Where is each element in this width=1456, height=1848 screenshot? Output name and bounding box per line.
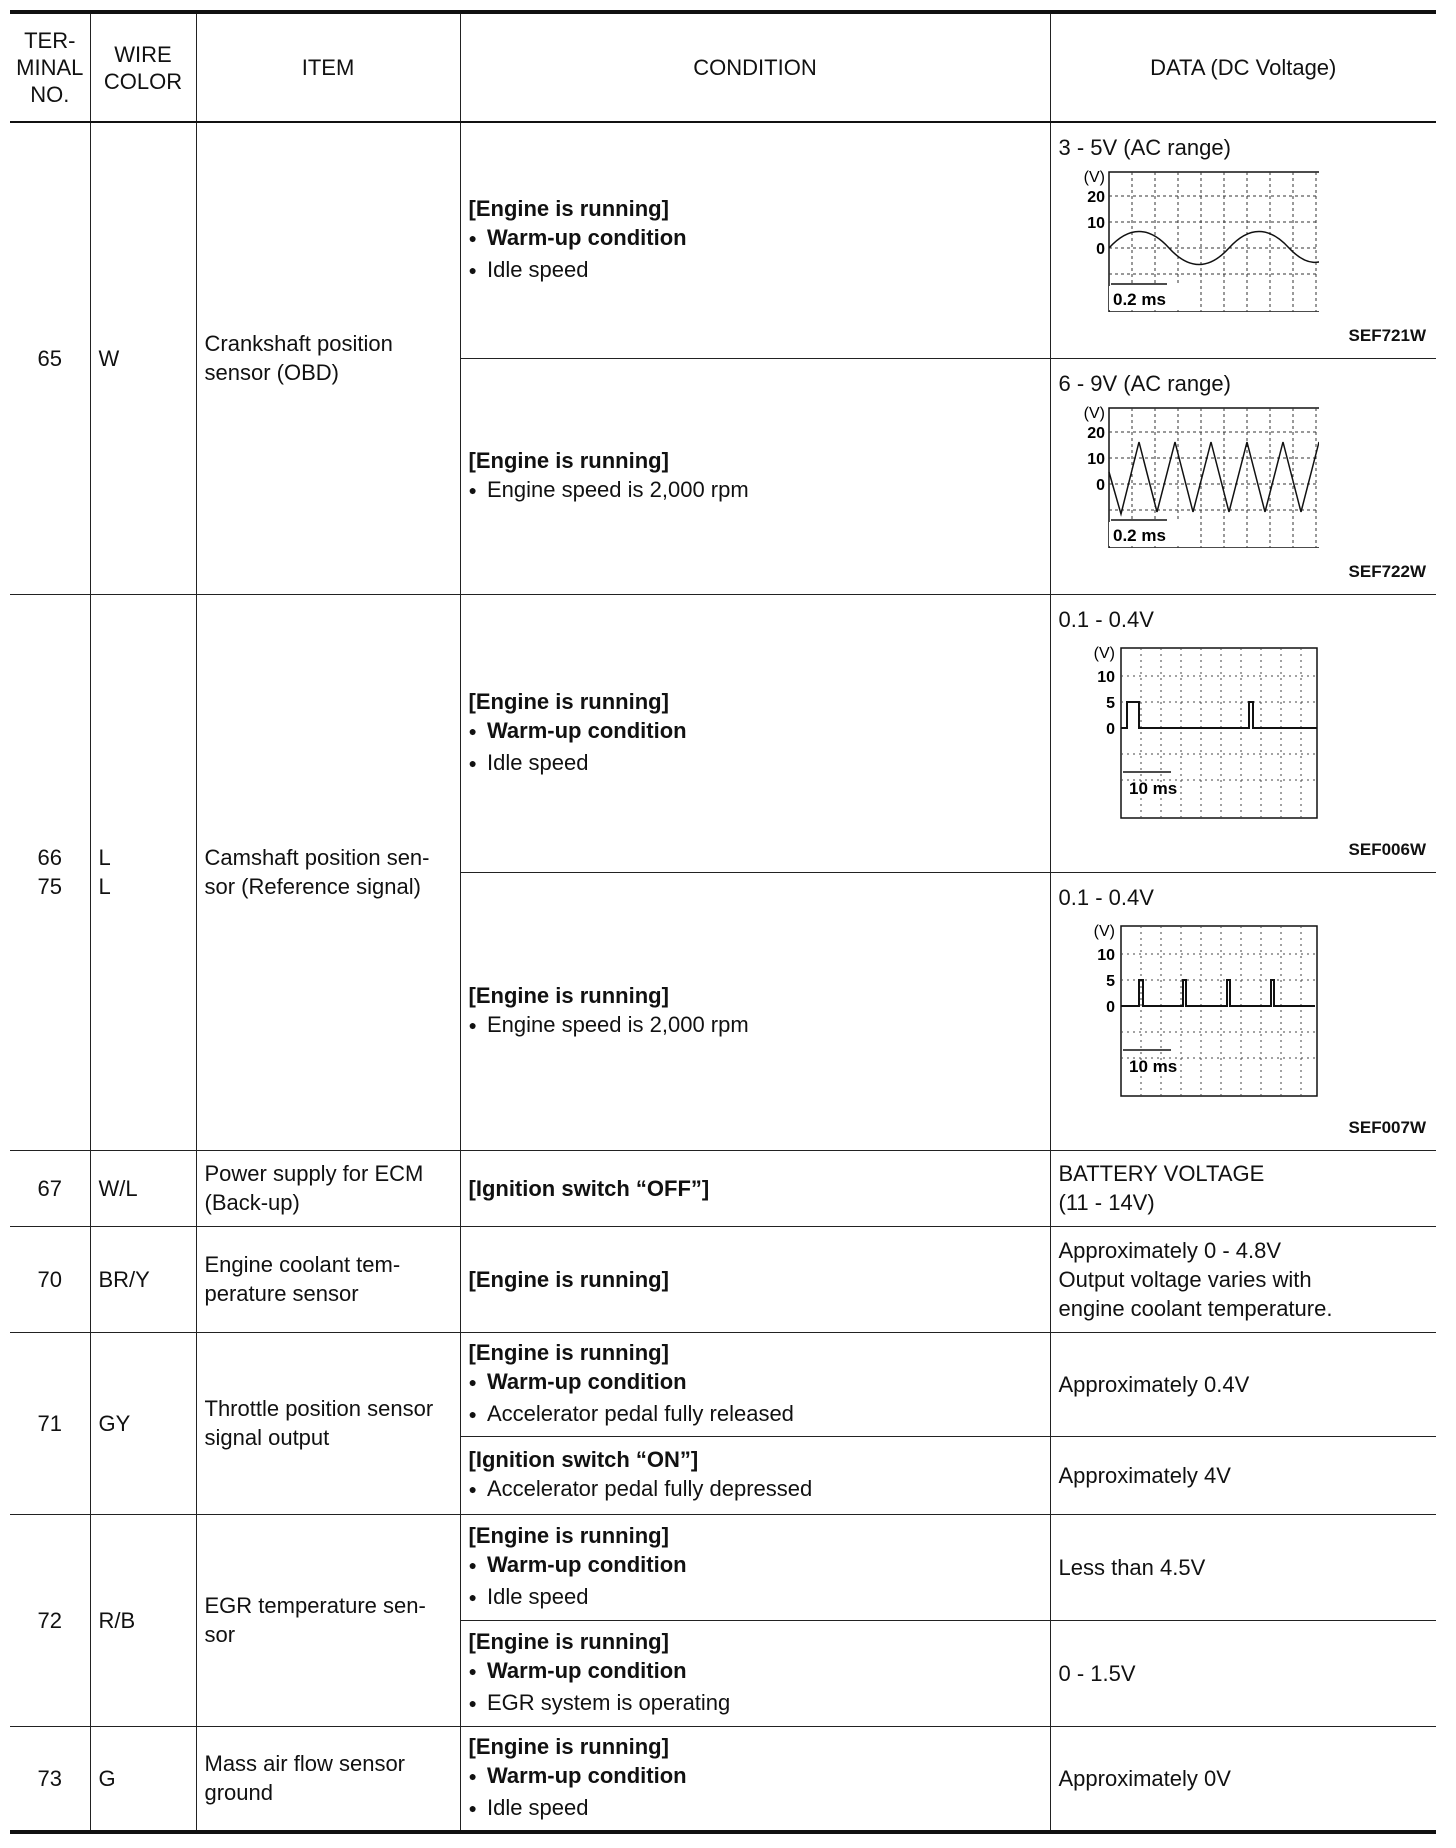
table-row: [10, 1332, 1436, 1436]
condition-bullet: ● Idle speed: [469, 1793, 1042, 1825]
scope-y-label: 10: [1086, 450, 1105, 468]
condition: [460, 122, 1050, 358]
wire-color-75: L: [98, 874, 111, 899]
scope-y-label: 0: [1105, 998, 1115, 1016]
condition-bullet: ● Engine speed is 2,000 rpm: [469, 475, 1042, 507]
scope-waveform: [1109, 442, 1319, 514]
condition-head: [Engine is running]: [468, 447, 669, 473]
header-item: ITEM: [196, 12, 460, 122]
condition-bullet: ● EGR system is operating: [469, 1688, 1042, 1720]
condition: [460, 594, 1050, 872]
header-data: DATA (DC Voltage): [1050, 12, 1436, 122]
header-wire-color: WIRE COLOR: [90, 12, 196, 122]
data-value: 3 - 5V (AC range): [1058, 135, 1231, 160]
condition-head: [Engine is running]: [468, 982, 669, 1008]
scope-y-label: 0: [1105, 720, 1115, 738]
scope-y-label: (V): [1083, 169, 1105, 186]
condition-bullet: ● Accelerator pedal fully released: [469, 1399, 1042, 1431]
condition-bullet: ● Engine speed is 2,000 rpm: [469, 1010, 1042, 1042]
scope-y-label: 0: [1095, 476, 1105, 494]
wire-color: [90, 594, 196, 1150]
oscilloscope-figure: [1059, 402, 1319, 548]
condition: [460, 1620, 1050, 1726]
scope-y-label: (V): [1093, 644, 1115, 662]
condition: [460, 1514, 1050, 1620]
condition-head: [Engine is running]: [468, 1733, 669, 1759]
oscilloscope-figure: [1059, 920, 1321, 1098]
condition-head: [Engine is running]: [468, 1628, 669, 1654]
figure-code: SEF007W: [1348, 1117, 1426, 1137]
condition-head: [Engine is running]: [468, 195, 669, 221]
item: Mass air flow sensor ground: [196, 1726, 460, 1832]
table-row: [10, 1514, 1436, 1620]
scope-y-label: 0: [1095, 241, 1105, 258]
data-value: 0.1 - 0.4V: [1058, 606, 1154, 632]
scope-y-label: 20: [1086, 424, 1105, 442]
data-cell: [1050, 872, 1436, 1150]
wire-color: G: [90, 1726, 196, 1832]
condition-bullet: Warm-up condition: [486, 1762, 687, 1788]
header-row: [10, 12, 1436, 122]
wire-color: W/L: [90, 1150, 196, 1226]
table-row: [10, 1226, 1436, 1332]
condition-bullet: Warm-up condition: [486, 1657, 687, 1683]
condition-head: [Engine is running]: [468, 1339, 669, 1365]
data-value: BATTERY VOLTAGE (11 - 14V): [1050, 1150, 1436, 1226]
table-row: [10, 122, 1436, 358]
data-value: Less than 4.5V: [1050, 1514, 1436, 1620]
item: Crankshaft position sensor (OBD): [196, 122, 460, 594]
item: Power supply for ECM (Back-up): [196, 1150, 460, 1226]
data-value: Approximately 0.4V: [1050, 1332, 1436, 1436]
scope-y-label: 20: [1086, 189, 1105, 206]
scope-y-label: (V): [1083, 404, 1105, 422]
terminal-no: 71: [10, 1332, 90, 1514]
condition-head: [Engine is running]: [468, 688, 669, 714]
condition: [460, 1436, 1050, 1514]
data-cell: [1050, 122, 1436, 358]
wire-color-66: L: [98, 845, 111, 870]
condition-bullet: Warm-up condition: [486, 1368, 687, 1394]
data-value: 0.1 - 0.4V: [1058, 884, 1154, 910]
scope-y-label: 10: [1096, 946, 1115, 964]
scope-y-label: (V): [1093, 922, 1115, 940]
condition-bullet: ● Accelerator pedal fully depressed: [469, 1474, 1042, 1506]
condition-bullet: Warm-up condition: [486, 717, 687, 743]
data-value: Approximately 4V: [1050, 1436, 1436, 1514]
table-row: [10, 1150, 1436, 1226]
condition: [460, 872, 1050, 1150]
scope-time-label: 0.2 ms: [1112, 290, 1166, 309]
item: Camshaft position sen- sor (Reference signal): [196, 594, 460, 1150]
item: EGR temperature sen- sor: [196, 1514, 460, 1726]
terminal-no: 72: [10, 1514, 90, 1726]
data-cell: [1050, 594, 1436, 872]
data-value: Approximately 0V: [1050, 1726, 1436, 1832]
scope-time-label: 10 ms: [1128, 1056, 1177, 1076]
figure-code: SEF006W: [1348, 839, 1426, 859]
condition: [460, 1150, 1050, 1226]
condition-head: [Engine is running]: [468, 1522, 669, 1548]
condition-bullet: ● Idle speed: [469, 748, 1042, 780]
scope-waveform: [1121, 702, 1317, 728]
data-value: 0 - 1.5V: [1050, 1620, 1436, 1726]
data-value: Approximately 0 - 4.8V Output voltage varies with engine coolant temperature.: [1050, 1226, 1436, 1332]
wire-color: W: [90, 122, 196, 594]
terminal-no-75: 75: [37, 874, 62, 899]
scope-y-label: 10: [1096, 668, 1115, 686]
scope-y-label: 5: [1105, 972, 1115, 990]
data-value: 6 - 9V (AC range): [1058, 370, 1231, 396]
table-row: [10, 594, 1436, 872]
figure-code: SEF722W: [1348, 561, 1426, 581]
terminal-no: 67: [10, 1150, 90, 1226]
terminal-no-66: 66: [37, 845, 62, 870]
condition: [460, 1726, 1050, 1832]
scope-y-label: 10: [1086, 215, 1105, 232]
data-cell: [1050, 358, 1436, 594]
wire-color: BR/Y: [90, 1226, 196, 1332]
scope-waveform: [1121, 980, 1315, 1006]
condition-bullet: Warm-up condition: [486, 1551, 687, 1577]
figure-code: SEF721W: [1348, 325, 1426, 345]
table-row: [10, 1726, 1436, 1832]
terminal-no: 70: [10, 1226, 90, 1332]
condition: [460, 1226, 1050, 1332]
wire-color: R/B: [90, 1514, 196, 1726]
scope-y-label: 5: [1105, 694, 1115, 712]
condition-head: [Ignition switch “OFF”]: [468, 1175, 710, 1201]
oscilloscope-figure: [1059, 166, 1319, 312]
condition-bullet: ● Idle speed: [469, 255, 1042, 287]
condition: [460, 1332, 1050, 1436]
header-terminal: TER- MINAL NO.: [10, 12, 90, 122]
condition-head: [Ignition switch “ON”]: [468, 1446, 699, 1472]
ecm-terminal-table: [10, 10, 1436, 1834]
terminal-no: [10, 594, 90, 1150]
terminal-no: 73: [10, 1726, 90, 1832]
terminal-no: 65: [10, 122, 90, 594]
scope-time-label: 10 ms: [1128, 778, 1177, 798]
oscilloscope-figure: [1059, 642, 1321, 820]
scope-time-label: 0.2 ms: [1112, 525, 1166, 545]
header-condition: CONDITION: [460, 12, 1050, 122]
item: Throttle position sensor signal output: [196, 1332, 460, 1514]
wire-color: GY: [90, 1332, 196, 1514]
item: Engine coolant tem- perature sensor: [196, 1226, 460, 1332]
condition-bullet: ● Idle speed: [469, 1582, 1042, 1614]
condition: [460, 358, 1050, 594]
condition-head: [Engine is running]: [468, 1266, 669, 1292]
condition-bullet: Warm-up condition: [486, 224, 687, 250]
